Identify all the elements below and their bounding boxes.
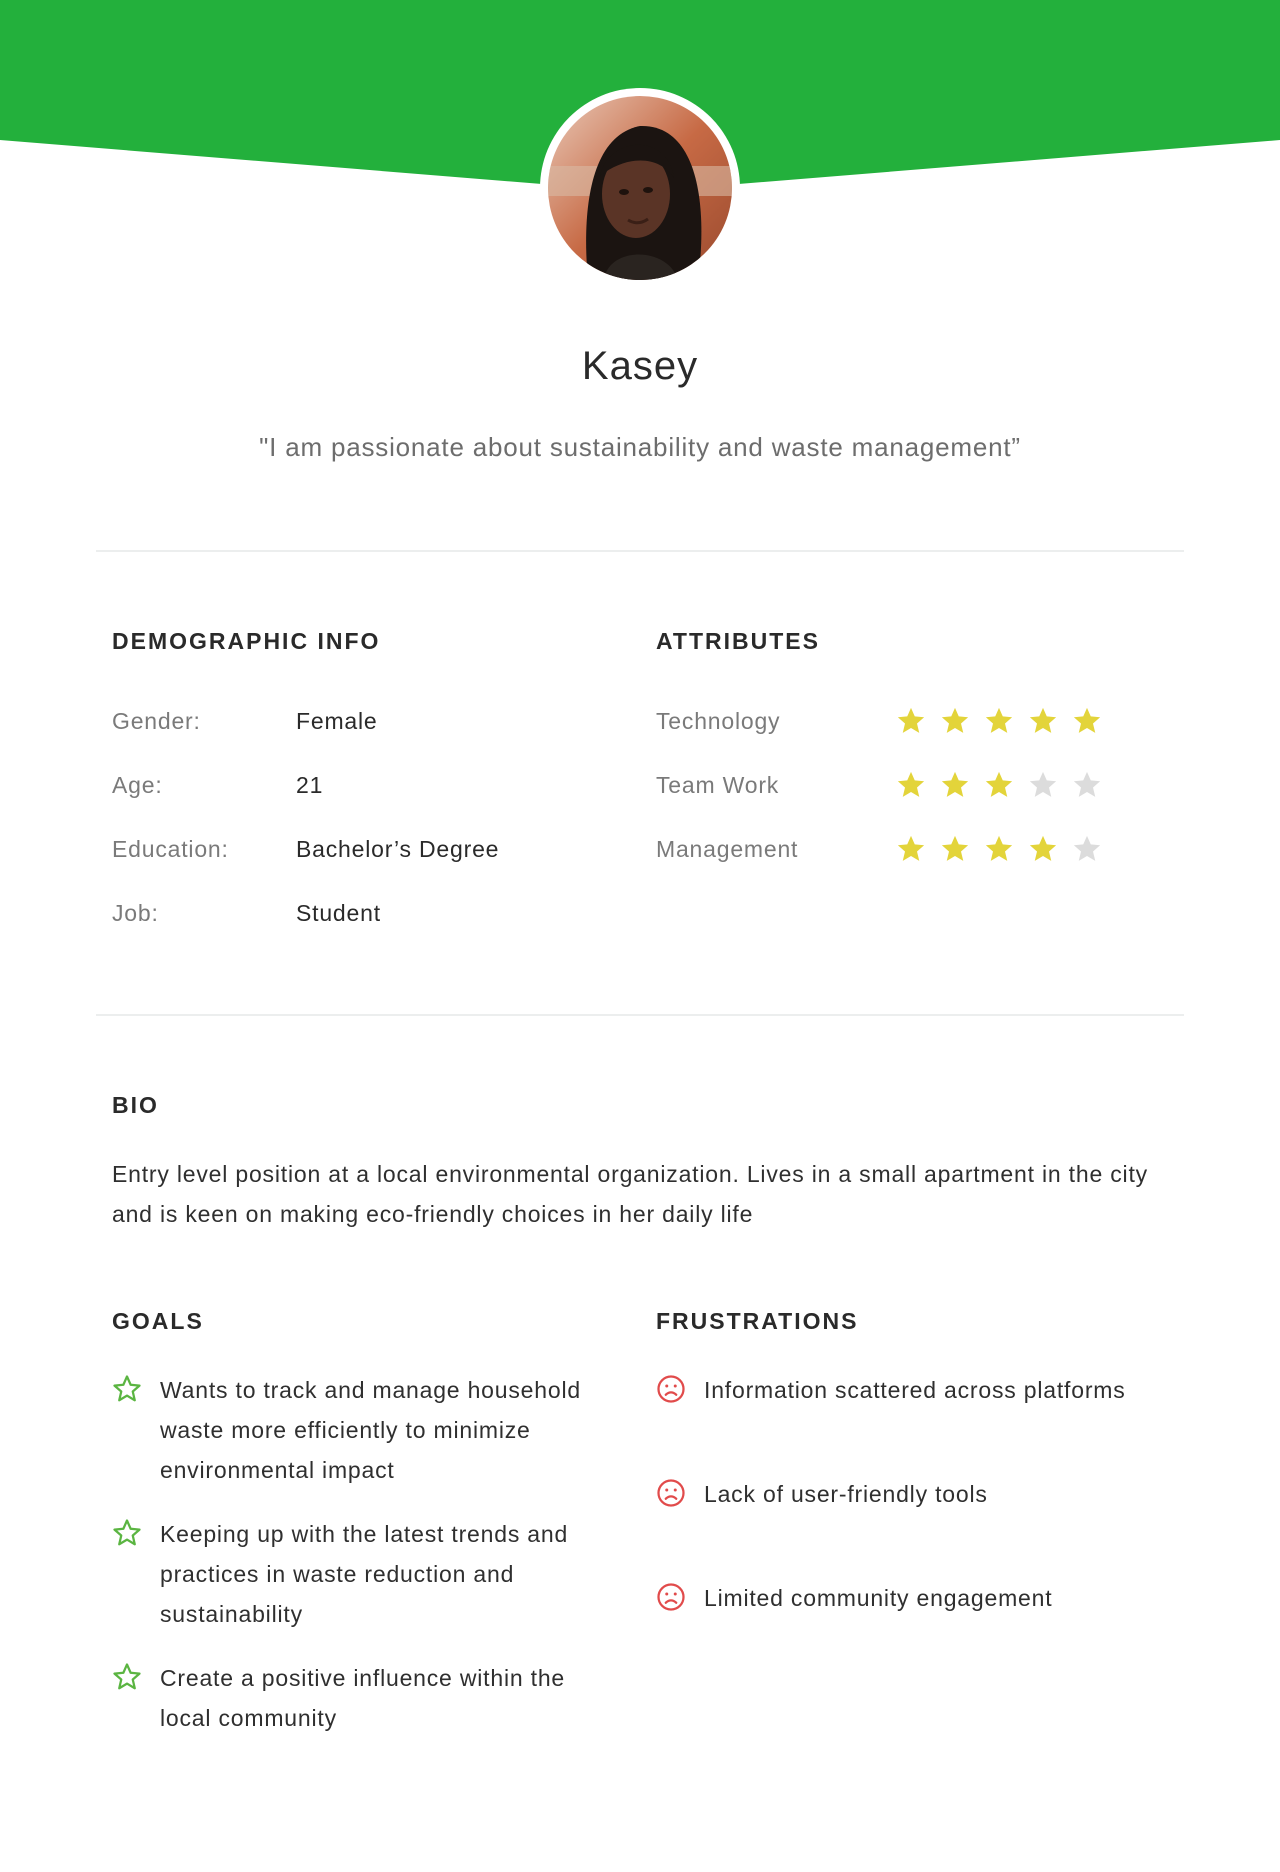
star-empty-icon (1028, 770, 1058, 800)
attributes-title: ATTRIBUTES (656, 628, 820, 654)
management-label: Management (656, 836, 799, 862)
persona-quote: "I am passionate about sustainability and waste management” (259, 432, 1021, 462)
education-value: Bachelor’s Degree (296, 836, 500, 862)
star-filled-icon (896, 706, 926, 736)
gender-label: Gender: (112, 708, 201, 734)
gender-value: Female (296, 708, 378, 734)
demographic-info-title: DEMOGRAPHIC INFO (112, 628, 381, 654)
divider (96, 550, 1184, 552)
star-filled-icon (1028, 834, 1058, 864)
bio-title: BIO (112, 1092, 159, 1118)
age-label: Age: (112, 772, 163, 798)
star-filled-icon (984, 706, 1014, 736)
age-value: 21 (296, 772, 324, 798)
education-label: Education: (112, 836, 229, 862)
avatar-frame (540, 88, 740, 288)
frustration-text: Limited community engagement (704, 1585, 1053, 1611)
star-empty-icon (1072, 770, 1102, 800)
star-filled-icon (984, 834, 1014, 864)
bio-text: Entry level position at a local environmental organization. Lives in a small apartment in the city and is keen on making eco-friendly choices in her daily life (112, 1161, 1148, 1227)
star-filled-icon (940, 834, 970, 864)
team-work-rating (896, 770, 1102, 800)
divider (96, 1014, 1184, 1016)
avatar (548, 96, 732, 280)
star-filled-icon (896, 770, 926, 800)
sad-face-icon (656, 1478, 686, 1508)
sad-face-icon (656, 1374, 686, 1404)
goal-text: Wants to track and manage household waste more efficiently to minimize environmental impact (160, 1377, 581, 1483)
goal-text: Keeping up with the latest trends and practices in waste reduction and sustainability (160, 1521, 569, 1627)
sad-face-icon (656, 1582, 686, 1612)
goals-title: GOALS (112, 1308, 204, 1334)
star-filled-icon (940, 770, 970, 800)
management-rating (896, 834, 1102, 864)
persona-name: Kasey (581, 344, 699, 388)
star-filled-icon (984, 770, 1014, 800)
technology-rating (896, 706, 1102, 736)
job-label: Job: (112, 900, 159, 926)
team-work-label: Team Work (656, 772, 780, 798)
star-outline-icon (112, 1662, 142, 1692)
star-filled-icon (1028, 706, 1058, 736)
technology-label: Technology (656, 708, 781, 734)
star-filled-icon (940, 706, 970, 736)
star-filled-icon (896, 834, 926, 864)
job-value: Student (296, 900, 381, 926)
star-outline-icon (112, 1374, 142, 1404)
frustration-text: Information scattered across platforms (704, 1377, 1126, 1403)
star-empty-icon (1072, 834, 1102, 864)
frustration-text: Lack of user-friendly tools (704, 1481, 988, 1507)
star-filled-icon (1072, 706, 1102, 736)
frustrations-title: FRUSTRATIONS (656, 1308, 859, 1334)
goal-text: Create a positive influence within the local community (160, 1665, 566, 1731)
star-outline-icon (112, 1518, 142, 1548)
